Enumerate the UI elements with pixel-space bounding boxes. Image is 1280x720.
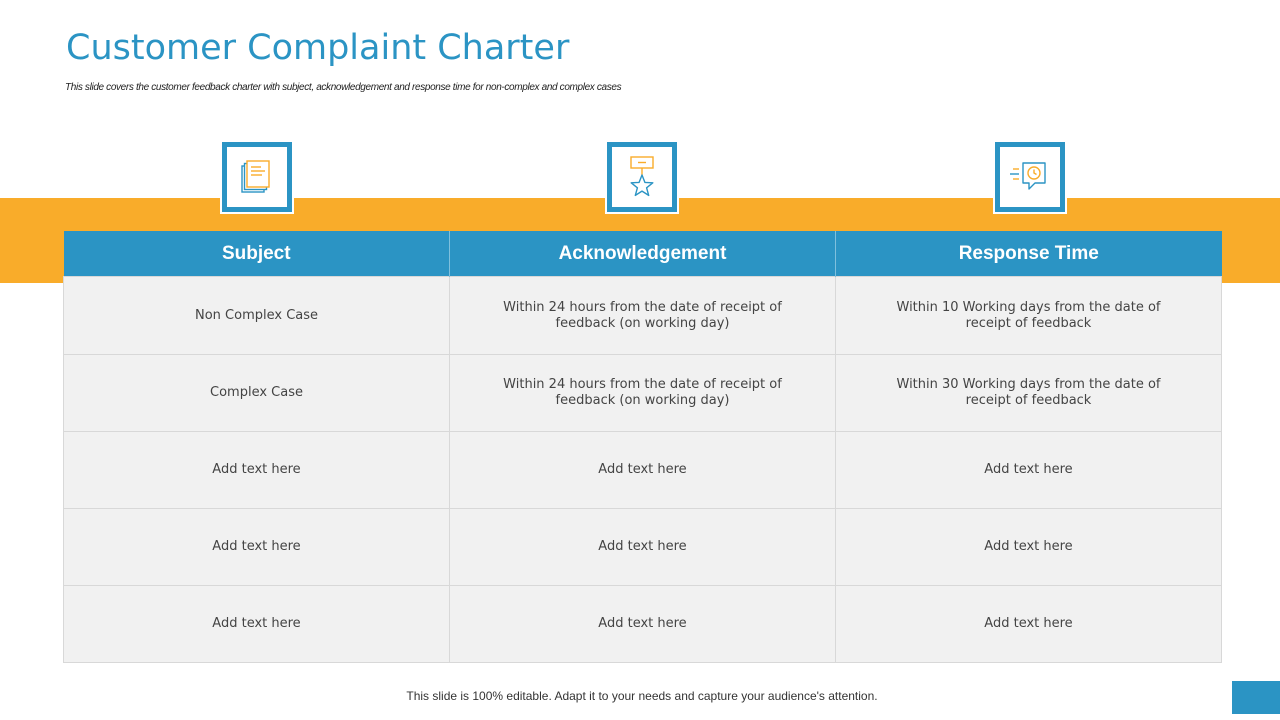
table-header-row [64,231,1222,277]
table-cell[interactable]: Add text here [450,586,836,663]
acknowledgement-icon-box [605,140,679,214]
table-row [64,586,1222,663]
award-star-icon [619,154,665,200]
documents-icon [234,154,280,200]
table-cell[interactable]: Add text here [836,509,1222,586]
response-time-icon-box [993,140,1067,214]
corner-accent-block [1232,681,1280,714]
table-cell[interactable]: Within 24 hours from the date of receipt of feedback (on working day) [450,277,836,355]
page-title: Customer Complaint Charter [66,28,570,68]
header-acknowledgement: Acknowledgement [450,231,836,277]
table-cell[interactable]: Add text here [836,432,1222,509]
table-cell[interactable]: Add text here [64,509,450,586]
table-row [64,277,1222,355]
table-cell[interactable]: Within 30 Working days from the date of receipt of feedback [836,355,1222,432]
table-cell[interactable]: Non Complex Case [64,277,450,355]
table-cell[interactable]: Add text here [450,509,836,586]
chat-clock-icon [1007,154,1053,200]
subject-icon-box [220,140,294,214]
table-cell[interactable]: Add text here [836,586,1222,663]
header-subject: Subject [64,231,450,277]
table-cell[interactable]: Within 24 hours from the date of receipt of feedback (on working day) [450,355,836,432]
table-row [64,432,1222,509]
charter-table [63,231,1222,663]
footer-note: This slide is 100% editable. Adapt it to your needs and capture your audience's attention. [406,689,878,703]
table-cell[interactable]: Add text here [64,586,450,663]
page-subtitle: This slide covers the customer feedback charter with subject, acknowledgement and response time for non-complex and complex cases [65,82,622,93]
table-cell[interactable]: Within 10 Working days from the date of receipt of feedback [836,277,1222,355]
table-cell[interactable]: Add text here [450,432,836,509]
table-cell[interactable]: Add text here [64,432,450,509]
table-row [64,509,1222,586]
header-response-time: Response Time [836,231,1222,277]
table-cell[interactable]: Complex Case [64,355,450,432]
table-row [64,355,1222,432]
